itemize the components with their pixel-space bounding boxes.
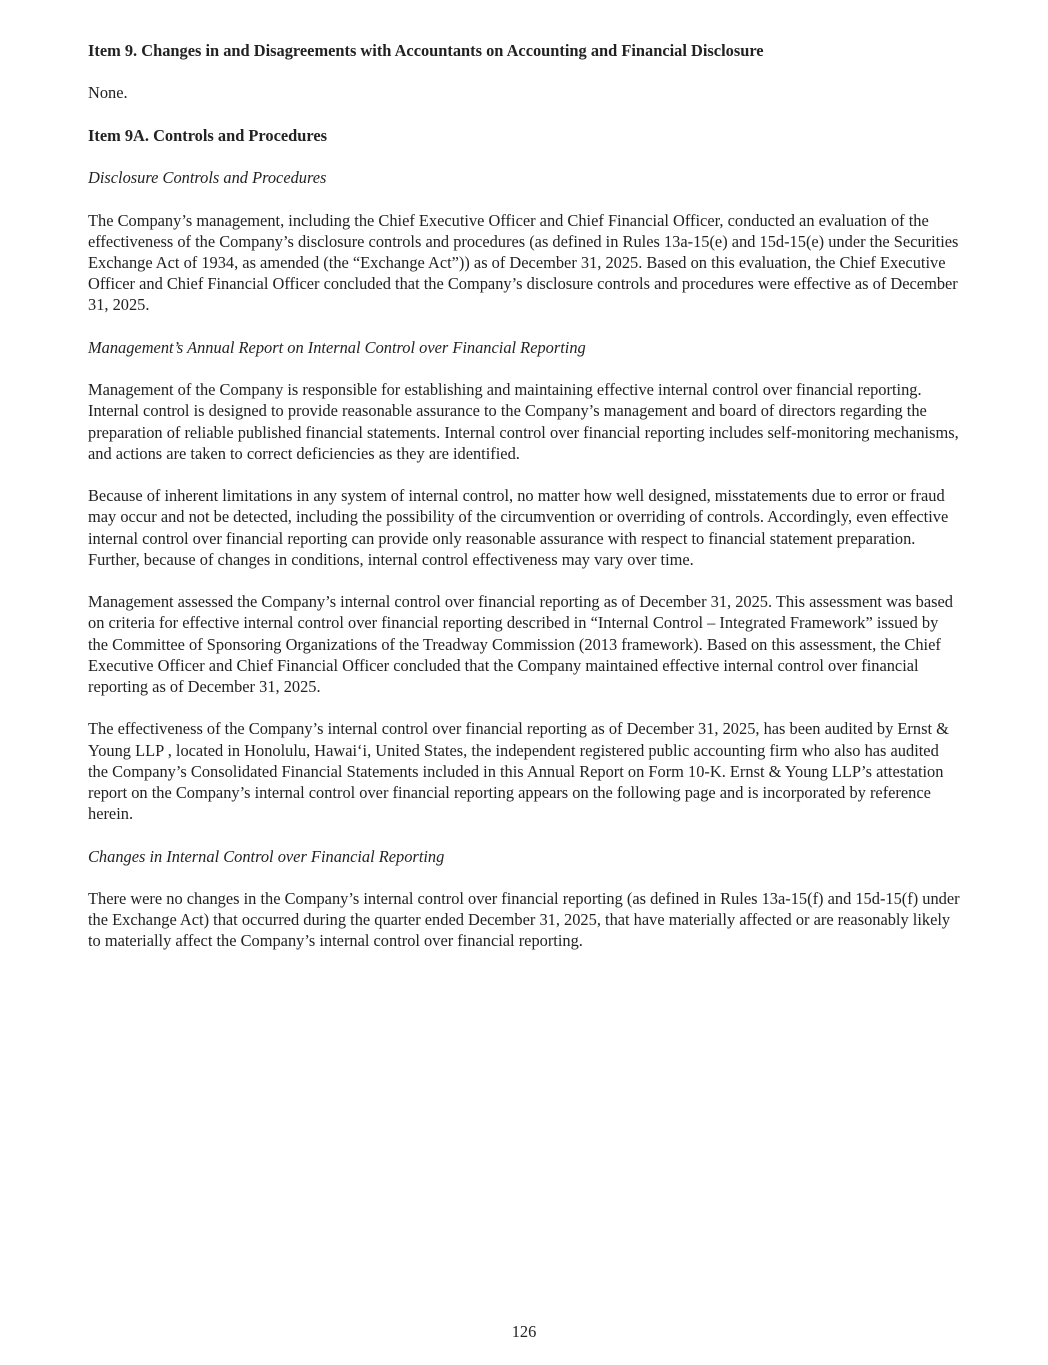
changes-paragraph: There were no changes in the Company’s internal control over financial reporting (as defined in Rules 13a-15(f) and 15d-15(f) under the Exchange Act) that occurred during the quarter ended December 31, 2025, that have materially affected or are reasonably likely to materially affect the Company’s internal control over financial reporting. [88, 888, 960, 951]
management-paragraph-1: Management of the Company is responsible for establishing and maintaining effective internal control over financial reporting. Internal control is designed to provide reasonable assurance to the Company’s management and board of directors regarding the preparation of reliable published financial statements. Internal control over financial reporting includes self-monitoring mechanisms, and actions are taken to correct deficiencies as they are identified. [88, 380, 959, 463]
management-report-subheading: Management’s Annual Report on Internal Control over Financial Reporting [88, 337, 586, 357]
document-page [88, 40, 960, 952]
item9-body: None. [88, 83, 128, 103]
item9-heading: Item 9. Changes in and Disagreements with Accountants on Accounting and Financial Disclosure [88, 41, 764, 60]
management-paragraph-2: Because of inherent limitations in any system of internal control, no matter how well designed, misstatements due to error or fraud may occur and not be detected, including the possibility of the circumvention or overriding of controls. Accordingly, even effective internal control over financial reporting can provide only reasonable assurance with respect to financial statement preparation. Further, because of changes in conditions, internal control effectiveness may vary over time. [88, 486, 949, 569]
item9a-heading: Item 9A. Controls and Procedures [88, 125, 328, 145]
disclosure-paragraph: The Company’s management, including the Chief Executive Officer and Chief Financial Officer, conducted an evaluation of the effectiveness of the Company’s disclosure controls and procedures (as defined in Rules 13a-15(e) and 15d-15(e) under the Securities Exchange Act of 1934, as amended (the “Exchange Act”)) as of December 31, 2025. Based on this evaluation, the Chief Executive Officer and Chief Financial Officer concluded that the Company’s disclosure controls and procedures were effective as of December 31, 2025. [88, 210, 959, 315]
page-number: 126 [511, 1322, 537, 1341]
management-paragraph-4: The effectiveness of the Company’s internal control over financial reporting as of December 31, 2025, has been audited by Ernst & Young LLP , located in Honolulu, Hawai‘i, United States, the independent registered public accounting firm who also has audited the Company’s Consolidated Financial Statements included in this Annual Report on Form 10-K. Ernst & Young LLP’s attestation report on the Company’s internal control over financial reporting appears on the following page and is incorporated by reference herein. [88, 719, 949, 824]
changes-subheading: Changes in Internal Control over Financial Reporting [88, 846, 445, 866]
management-paragraph-3: Management assessed the Company’s internal control over financial reporting as of December 31, 2025. This assessment was based on criteria for effective internal control over financial reporting described in “Internal Control – Integrated Framework” issued by the Committee of Sponsoring Organizations of the Treadway Commission (2013 framework). Based on this assessment, the Chief Executive Officer and Chief Financial Officer concluded that the Company maintained effective internal control over financial reporting as of December 31, 2025. [88, 592, 953, 696]
disclosure-subheading: Disclosure Controls and Procedures [88, 168, 327, 188]
